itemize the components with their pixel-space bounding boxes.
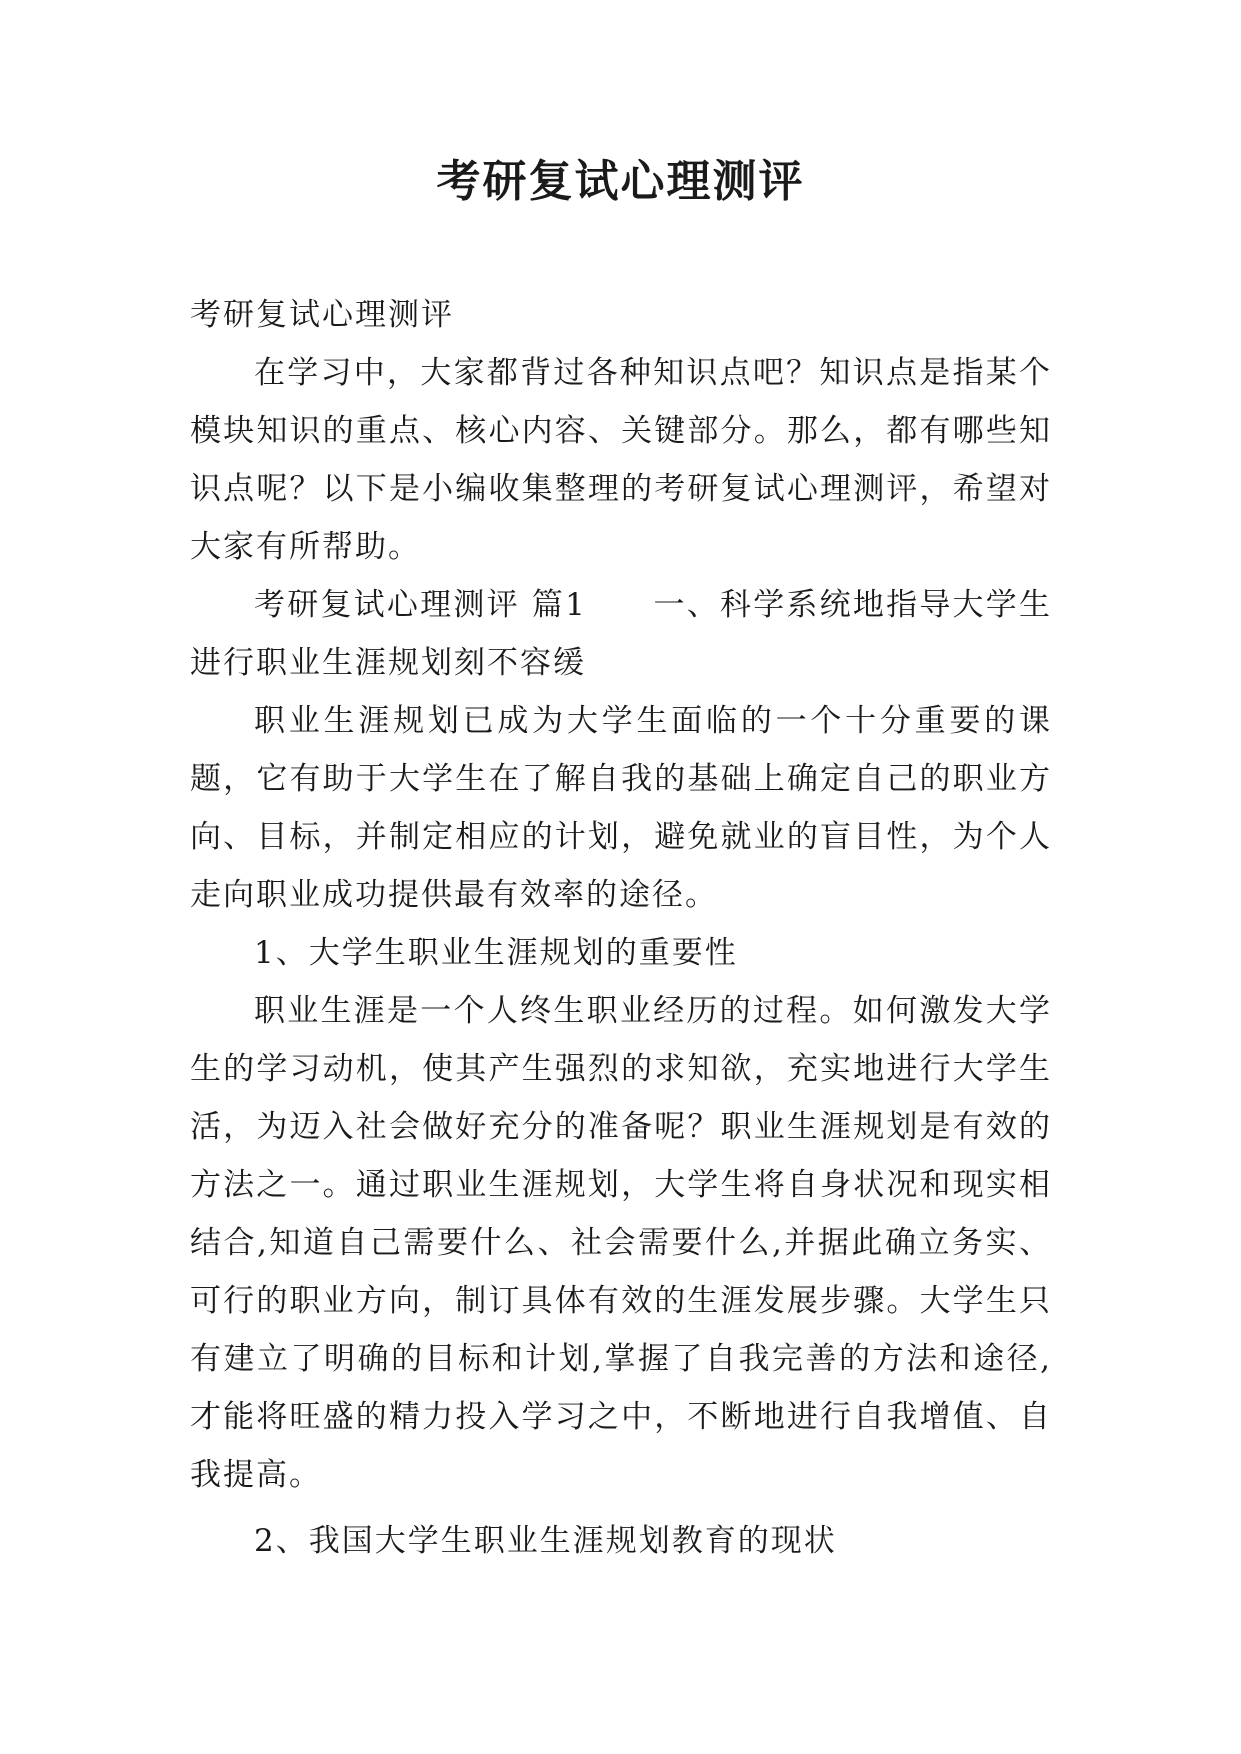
subtitle-paragraph: 考研复试心理测评	[190, 297, 454, 333]
document-title: 考研复试心理测评	[436, 156, 805, 207]
intro-paragraph: 在学习中，大家都背过各种知识点吧？知识点是指某个模块知识的重点、核心内容、关键部分。那么，都有哪些知识点呢？以下是小编收集整理的考研复试心理测评，希望对大家有所帮助。	[190, 355, 1052, 565]
subheading-paragraph: 1、大学生职业生涯规划的重要性	[254, 935, 738, 971]
subheading-paragraph: 2、我国大学生职业生涯规划教育的现状	[254, 1523, 837, 1559]
body-paragraph: 职业生涯规划已成为大学生面临的一个十分重要的课题，它有助于大学生在了解自我的基础上确定自己的职业方向、目标，并制定相应的计划，避免就业的盲目性，为个人走向职业成功提供最有效率的途径。	[190, 703, 1052, 913]
body-paragraph: 职业生涯是一个人终生职业经历的过程。如何激发大学生的学习动机，使其产生强烈的求知欲，充实地进行大学生活，为迈入社会做好充分的准备呢？职业生涯规划是有效的方法之一。通过职业生涯规划，大学生将自身状况和现实相结合,知道自己需要什么、社会需要什么,并据此确立务实、可行的职业方向，制订具体有效的生涯发展步骤。大学生只有建立了明确的目标和计划,掌握了自我完善的方法和途径,才能将旺盛的精力投入学习之中，不断地进行自我增值、自我提高。	[190, 993, 1052, 1493]
section-heading-paragraph: 考研复试心理测评 篇1 一、科学系统地指导大学生进行职业生涯规划刻不容缓	[190, 587, 1052, 681]
document-body	[190, 286, 1052, 1570]
